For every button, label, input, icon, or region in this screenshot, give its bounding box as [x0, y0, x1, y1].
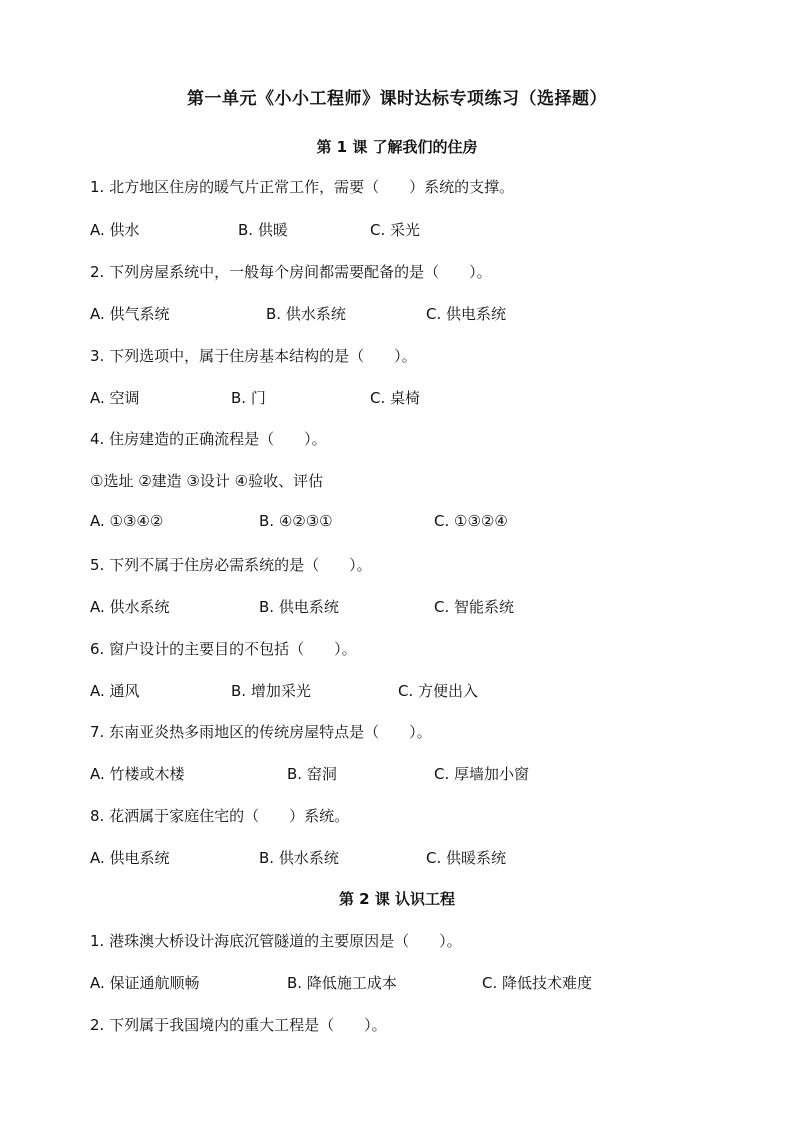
option-1-3-a: A. 空调 [90, 389, 140, 407]
option-1-7-a: A. 竹楼或木楼 [90, 765, 185, 783]
question-1-2: 2. 下列房屋系统中，一般每个房间都需要配备的是（ ）。 [90, 263, 492, 281]
question-1-6: 6. 窗户设计的主要目的不包括（ ）。 [90, 640, 357, 658]
option-1-2-b: B. 供水系统 [266, 305, 346, 323]
option-2-1-a: A. 保证通航顺畅 [90, 974, 200, 992]
question-1-4: 4. 住房建造的正确流程是（ ）。 [90, 430, 327, 448]
option-1-8-c: C. 供暖系统 [426, 849, 507, 867]
question-2-2: 2. 下列属于我国境内的重大工程是（ ）。 [90, 1016, 387, 1034]
lesson-2-heading: 第 2 课 认识工程 [338, 890, 456, 908]
question-1-1: 1. 北方地区住房的暖气片正常工作，需要（ ）系统的支撑。 [90, 178, 515, 196]
option-1-1-b: B. 供暖 [238, 221, 288, 239]
option-1-4-a: A. ①③④② [90, 512, 164, 530]
option-2-1-c: C. 降低技术难度 [482, 974, 593, 992]
option-1-6-b: B. 增加采光 [231, 682, 311, 700]
option-1-8-a: A. 供电系统 [90, 849, 170, 867]
option-1-1-c: C. 采光 [370, 221, 421, 239]
option-1-6-a: A. 通风 [90, 682, 140, 700]
option-1-6-c: C. 方便出入 [398, 682, 479, 700]
option-1-7-c: C. 厚墙加小窗 [434, 765, 530, 783]
option-1-8-b: B. 供水系统 [259, 849, 339, 867]
option-1-5-b: B. 供电系统 [259, 598, 339, 616]
document-title: 第一单元《小小工程师》课时达标专项练习（选择题） [187, 89, 607, 109]
option-1-4-b: B. ④②③① [259, 512, 333, 530]
question-1-3: 3. 下列选项中，属于住房基本结构的是（ ）。 [90, 347, 417, 365]
option-1-5-a: A. 供水系统 [90, 598, 170, 616]
option-1-2-a: A. 供气系统 [90, 305, 170, 323]
option-1-3-c: C. 桌椅 [370, 389, 421, 407]
option-1-5-c: C. 智能系统 [434, 598, 515, 616]
option-1-1-a: A. 供水 [90, 221, 140, 239]
question-1-7: 7. 东南亚炎热多雨地区的传统房屋特点是（ ）。 [90, 723, 432, 741]
question-1-8: 8. 花洒属于家庭住宅的（ ）系统。 [90, 807, 350, 825]
question-1-5: 5. 下列不属于住房必需系统的是（ ）。 [90, 556, 372, 574]
question-1-4-steps: ①选址 ②建造 ③设计 ④验收、评估 [90, 472, 324, 490]
option-1-3-b: B. 门 [231, 389, 266, 407]
question-2-1: 1. 港珠澳大桥设计海底沉管隧道的主要原因是（ ）。 [90, 932, 462, 950]
option-1-7-b: B. 窑洞 [287, 765, 337, 783]
option-1-2-c: C. 供电系统 [426, 305, 507, 323]
lesson-1-heading: 第 1 课 了解我们的住房 [316, 138, 478, 156]
option-2-1-b: B. 降低施工成本 [287, 974, 397, 992]
option-1-4-c: C. ①③②④ [434, 512, 508, 530]
